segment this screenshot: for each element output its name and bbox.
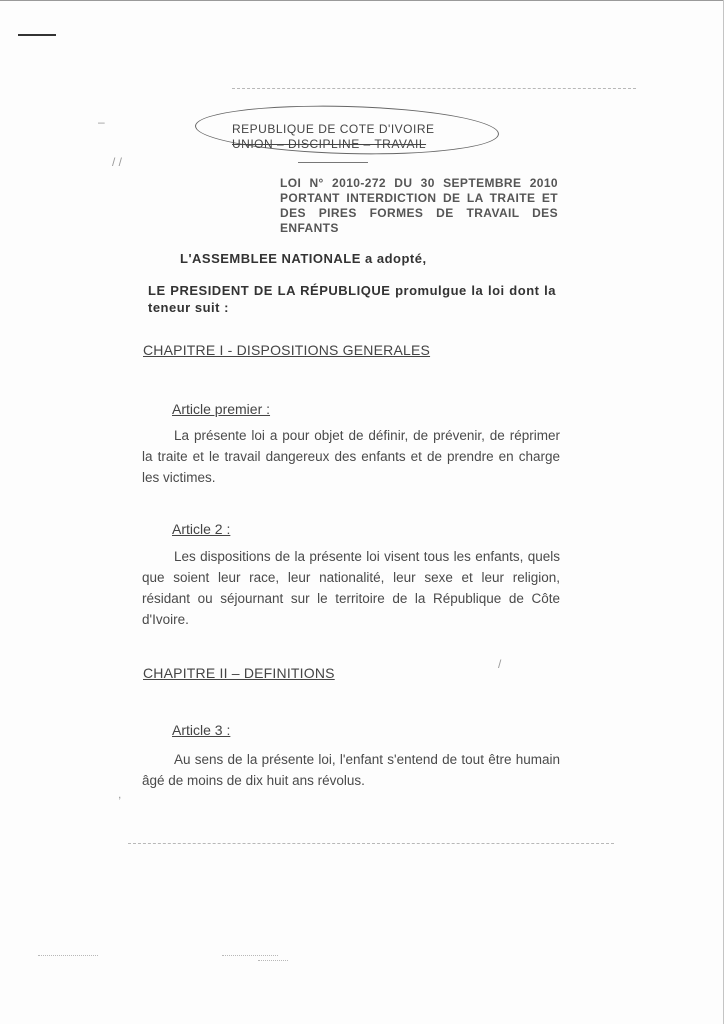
- article-text: Les dispositions de la présente loi visent tous les enfants, quels que soient leur race, leur nationalité, leur sexe et leur religion, résidant ou séjournant sur le territoire de la République de Côte d'Ivoire.: [142, 549, 560, 627]
- law-title: LOI N° 2010-272 DU 30 SEPTEMBRE 2010 PORTANT INTERDICTION DE LA TRAITE ET DES PIRES FORMES DE TRAVAIL DES ENFANTS: [280, 176, 558, 235]
- promulgation-statement: LE PRESIDENT DE LA RÉPUBLIQUE promulgue la loi dont la teneur suit :: [148, 283, 556, 315]
- article-title: Article 3 :: [172, 722, 231, 738]
- article-title: Article 2 :: [172, 521, 231, 537]
- scan-line-footer-3: [258, 960, 288, 961]
- scan-line-bottom: [128, 843, 614, 844]
- chapter-title: CHAPITRE II – DEFINITIONS: [143, 665, 335, 681]
- scan-speck: /: [498, 657, 502, 671]
- scan-line-footer: [38, 955, 98, 956]
- scan-top-edge: [0, 0, 724, 4]
- header-rule: [298, 162, 368, 163]
- republic-name: REPUBLIQUE DE COTE D'IVOIRE: [232, 122, 435, 136]
- article-title: Article premier :: [172, 401, 271, 417]
- scan-speck: / /: [112, 155, 123, 169]
- assembly-adoption: L'ASSEMBLEE NATIONALE a adopté,: [180, 251, 427, 266]
- article-text: Au sens de la présente loi, l'enfant s'entend de tout être humain âgé de moins de dix huit ans révolus.: [142, 752, 560, 788]
- scan-speck: ,: [118, 787, 122, 801]
- scan-line-footer-2: [222, 955, 278, 956]
- national-motto: UNION – DISCIPLINE – TRAVAIL: [232, 137, 427, 151]
- corner-mark: [18, 34, 56, 36]
- scan-speck: –: [98, 115, 105, 129]
- scan-line-top: [232, 88, 636, 89]
- chapter-title: CHAPITRE I - DISPOSITIONS GENERALES: [143, 342, 431, 358]
- article-text: La présente loi a pour objet de définir, de prévenir, de réprimer la traite et le travail dangereux des enfants et de prendre en charge les victimes.: [142, 428, 560, 485]
